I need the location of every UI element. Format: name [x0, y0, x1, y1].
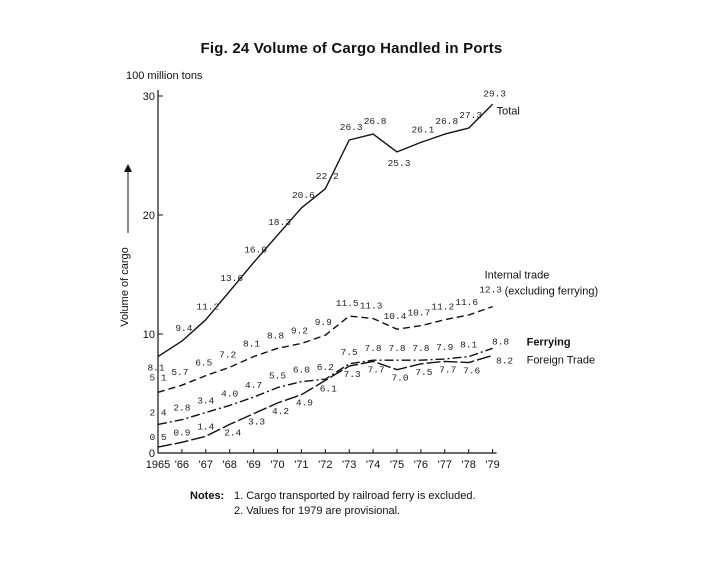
data-label: 26.1	[411, 124, 435, 136]
data-label: 7.8	[388, 343, 406, 355]
x-tick-label: '71	[294, 459, 309, 471]
data-label: 11.6	[455, 296, 479, 308]
x-tick-label: '70	[270, 459, 285, 471]
data-label: 7.6	[463, 365, 481, 377]
series-name-foreign: Foreign Trade	[526, 354, 596, 367]
data-label: 10.7	[407, 307, 431, 319]
y-axis-label: Volume of cargo	[119, 247, 131, 327]
data-label: 4.2	[271, 406, 290, 418]
data-label: 8.2	[496, 355, 514, 367]
data-label: 5.5	[268, 370, 287, 382]
data-label: 13.6	[220, 273, 244, 285]
data-label: 20.6	[291, 189, 315, 201]
unit-label: 100 million tons	[126, 70, 203, 82]
data-label: 11.3	[359, 300, 383, 312]
data-labels	[147, 88, 513, 443]
x-tick-label: '67	[198, 459, 213, 471]
data-label: 25.3	[387, 157, 411, 169]
data-label: 7.2	[219, 349, 237, 361]
data-label: 7.7	[367, 364, 385, 376]
series-name-total: Total	[496, 105, 520, 118]
data-label: 6.1	[319, 383, 337, 395]
data-label: 10.4	[383, 311, 407, 323]
y-tick-label: 10	[142, 329, 155, 341]
x-tick-label: '76	[413, 459, 429, 471]
x-tick-label: '73	[342, 459, 357, 471]
data-label: 4.0	[221, 388, 239, 400]
data-label: 2.8	[173, 402, 191, 414]
x-tick-label: '79	[485, 459, 500, 471]
y-axis-arrow-head	[124, 164, 132, 172]
data-label: 9.4	[175, 323, 193, 335]
data-label: 5.7	[171, 367, 189, 379]
x-tick-label: '66	[174, 459, 190, 471]
data-label: 7.5	[415, 366, 433, 378]
data-label: 7.8	[364, 343, 382, 355]
x-tick-label: '68	[222, 459, 237, 471]
y-tick-label: 30	[142, 91, 155, 103]
data-label: 8.1	[460, 339, 478, 351]
y-tick-label: 20	[142, 210, 155, 222]
series-name-ferrying: Ferrying	[526, 336, 571, 349]
data-label: 7.3	[343, 369, 361, 381]
data-label: 2.4	[224, 427, 242, 439]
data-label: 7.0	[391, 372, 409, 384]
data-label: 26.8	[435, 116, 459, 128]
data-label: 4.9	[295, 397, 313, 409]
data-label: 3.4	[197, 395, 215, 407]
data-label: 8.1	[243, 338, 261, 350]
notes-label: Notes:	[190, 490, 225, 502]
data-label: 3.3	[248, 416, 266, 428]
x-tick-label: '78	[461, 459, 476, 471]
data-label: 8.1	[147, 362, 165, 374]
data-label: 8.8	[492, 336, 510, 348]
data-label: 9.9	[314, 317, 332, 329]
data-label: 6.0	[292, 364, 310, 376]
data-label: 1.4	[197, 421, 215, 433]
data-label: 7.5	[340, 346, 358, 358]
data-label: 5.1	[149, 372, 167, 384]
data-label: 7.9	[436, 341, 454, 353]
series-name-internal-note: (excluding ferrying)	[504, 285, 599, 298]
x-tick-label: '69	[246, 459, 261, 471]
x-tick-label: '75	[389, 459, 405, 471]
data-label: 26.8	[363, 116, 387, 128]
series-names	[485, 105, 599, 366]
note-item: 1. Cargo transported by railroad ferry is excluded.	[234, 490, 476, 502]
data-label: 11.5	[335, 298, 359, 310]
data-label: 6.2	[316, 362, 334, 374]
data-label: 27.3	[459, 110, 483, 122]
data-label: 0.5	[149, 432, 167, 444]
data-label: 12.3	[479, 284, 503, 296]
data-label: 7.8	[412, 343, 430, 355]
data-label: 26.3	[339, 122, 363, 134]
data-label: 29.3	[483, 88, 507, 100]
data-label: 22.2	[315, 170, 339, 182]
data-label: 16.0	[244, 244, 268, 256]
x-tick-label: '74	[365, 459, 381, 471]
data-label: 11.2	[431, 301, 455, 313]
x-tick-label: '72	[318, 459, 333, 471]
data-label: 18.3	[268, 217, 291, 229]
data-label: 11.2	[196, 301, 220, 313]
data-label: 8.8	[266, 330, 285, 342]
data-label: 2.4	[149, 407, 167, 419]
data-label: 0.9	[173, 427, 191, 439]
data-label: 4.7	[245, 380, 263, 392]
data-label: 6.5	[195, 357, 213, 369]
x-tick-label: '77	[437, 459, 452, 471]
data-label: 7.7	[439, 364, 457, 376]
series-name-internal: Internal trade	[484, 269, 550, 282]
note-item: 2. Values for 1979 are provisional.	[234, 505, 401, 517]
data-label: 9.2	[290, 325, 308, 337]
x-tick-label: 1965	[145, 459, 171, 471]
y-tick-label: 0	[148, 448, 155, 460]
chart-title: Fig. 24 Volume of Cargo Handled in Ports	[200, 40, 503, 57]
